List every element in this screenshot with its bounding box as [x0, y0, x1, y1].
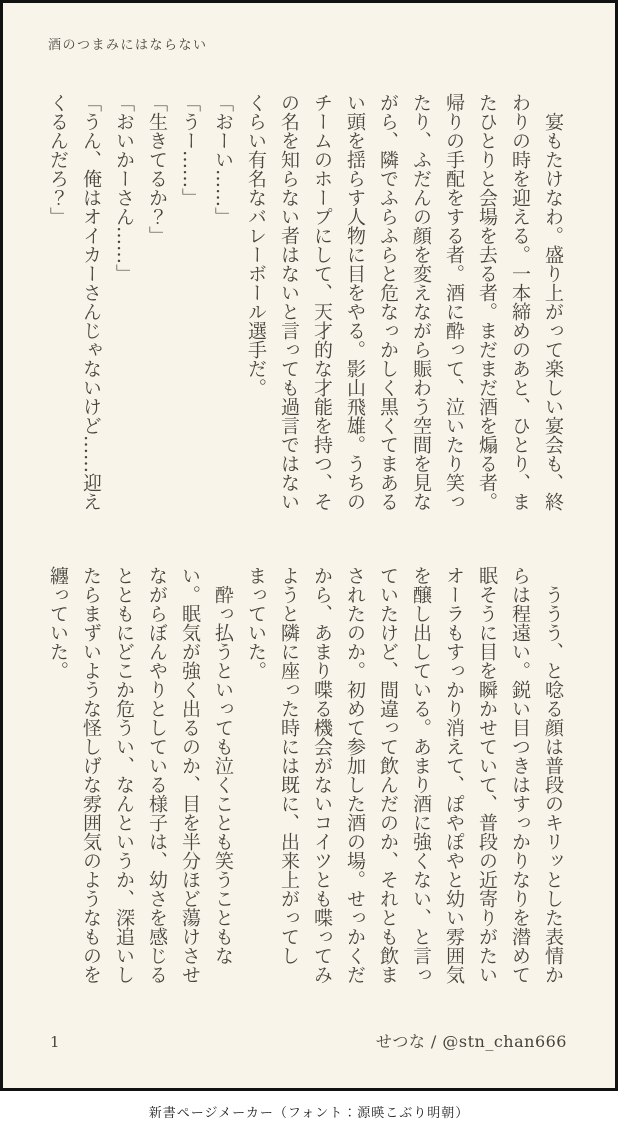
paragraph: 宴もたけなわ。盛り上がって楽しい宴会も、終わりの時を迎える。一本締めのあと、ひとり、またひとりと会場を去る者。まだまだ酒を煽る者。帰りの手配をする者。酒に酔って、泣いたり笑ったり、ふだんの顔を変えながら賑わう空間を見ながら、隣でふらふらと危なっかしく黒くてまあるい頭を揺らす人物に目をやる。影山飛雄。うちのチームのホープにして、天才的な才能を持つ、その名を知らない者はないと言っても過言ではないくらい有名なバレーボール選手だ。 — [245, 93, 564, 511]
generator-caption: 新書ページメーカー（フォント：源暎こぶり明朝） — [148, 1106, 470, 1121]
page-title: 酒のつまみにはならない — [48, 38, 208, 53]
generator-caption-bar — [0, 1091, 618, 1132]
page-footer — [50, 1029, 567, 1052]
paragraph: ううう、と唸る顔は普段のキリッとした表情からは程遠い。鋭い目つきはすっかりなりを潜めて眠そうに目を瞬かせていて、普段の近寄りがたいオーラもすっかり消えて、ぽやぽやと幼い雰囲気を醸し出している。あまり酒に強くない、と言っていたけど、間違って飲んだのか、それとも飲まされたのか。初めて参加した酒の場。せっかくだから、あまり喋る機会がないコイツとも喋ってみようと隣に座った時には既に、出来上がってしまっていた。 — [245, 566, 564, 984]
text-section-upper — [41, 93, 569, 515]
dialogue-line: 「おーい……」 — [212, 93, 234, 226]
author-credit: せつな / @stn_chan666 — [375, 1032, 567, 1051]
dialogue-line: 「うん、俺はオイカーさんじゃないけど……迎えくるんだろ？」 — [47, 93, 102, 511]
text-section-lower — [41, 566, 569, 988]
page-number: 1 — [50, 1033, 60, 1051]
dialogue-line: 「おいかーさん……」 — [113, 93, 135, 283]
dialogue-line: 「生きてるか？」 — [146, 93, 168, 245]
dialogue-line: 「うー……」 — [179, 93, 201, 207]
paragraph: 酔っ払うといっても泣くことも笑うこともない。眠気が強く出るのか、目を半分ほど蕩けさせながらぼんやりとしている様子は、幼さを感じるとともにどこか危うい、なんというか、深追いしたらまずいような怪しげな雰囲気のようなものを纏っていた。 — [47, 566, 234, 984]
